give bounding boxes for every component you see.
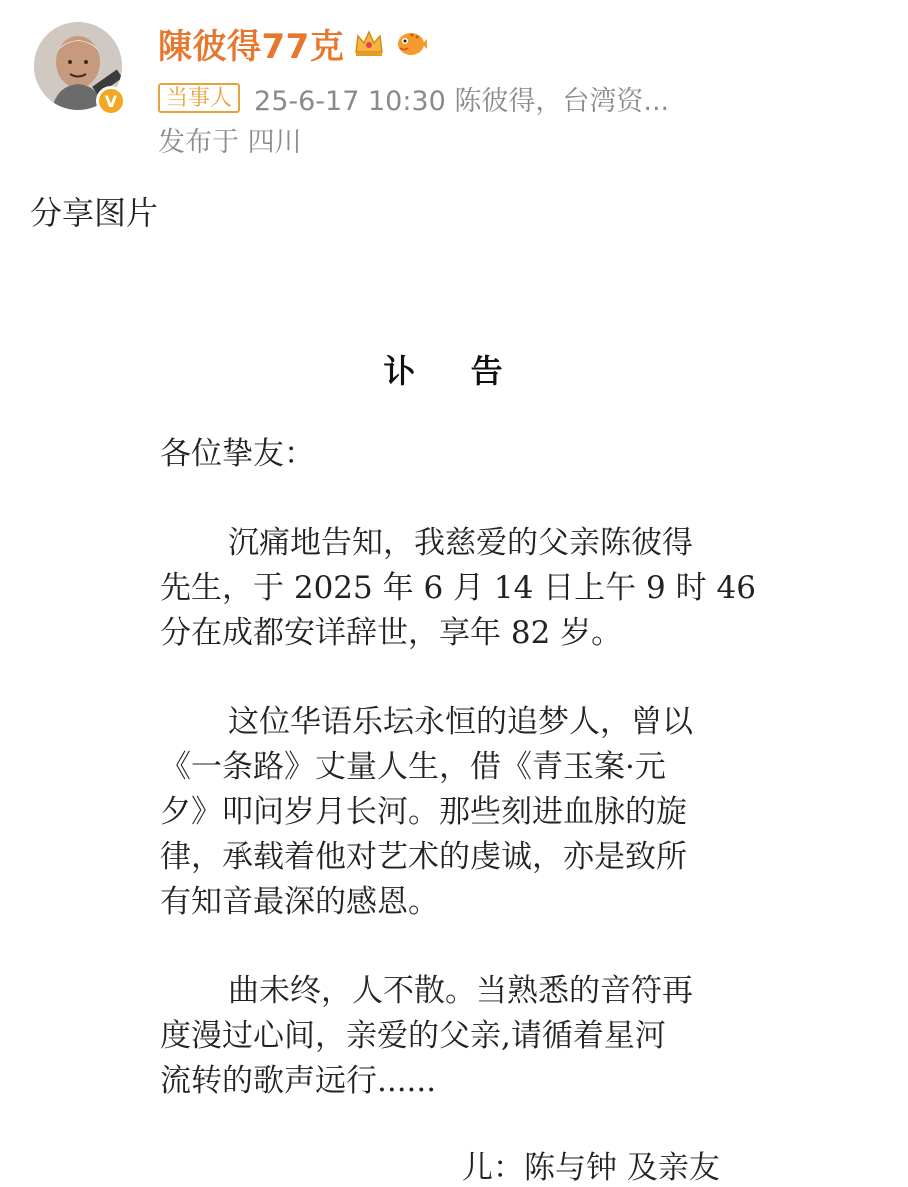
paragraph-line: 沉痛地告知，我慈爱的父亲陈彼得 [228,525,693,561]
document-signature: 儿：陈与钟 及亲友 [462,1150,720,1186]
paragraph-line: 律，承载着他对艺术的虔诚，亦是致所 [160,839,687,875]
document-paragraph [160,521,760,656]
post-location: 发布于 四川 [158,127,302,158]
paragraph-line: 夕》叩问岁月长河。那些刻进血脉的旋 [160,794,687,830]
post-meta: 25-6-17 10:30 陈彼得，台湾资... [254,85,670,117]
paragraph-line: 这位华语乐坛永恒的追梦人，曾以 [228,704,693,740]
puffer-fish-icon[interactable] [394,26,428,60]
paragraph-line: 度漫过心间，亲爱的父亲,请循着星河 [160,1018,666,1054]
post-header [0,0,908,170]
meta-row [158,78,669,118]
paragraph-line: 曲未终，人不散。当熟悉的音符再 [228,973,693,1009]
post-text: 分享图片 [30,194,159,232]
crown-icon[interactable] [352,26,386,60]
verified-badge-icon: V [96,86,126,116]
paragraph-line: 分在成都安详辞世，享年 82 岁。 [160,615,623,651]
username[interactable]: 陳彼得77克 [158,26,345,67]
paragraph-line: 先生，于 2025 年 6 月 14 日上午 9 时 46 [160,570,756,606]
document-paragraph [160,700,760,925]
username-row [158,18,428,68]
shared-image[interactable] [0,250,908,1186]
paragraph-line: 有知音最深的感恩。 [160,884,439,920]
document-title: 讣 告 [383,352,525,390]
document-paragraph [160,969,760,1104]
paragraph-line: 《一条路》丈量人生，借《青玉案·元 [160,749,666,785]
document-body [160,432,760,1148]
document-salutation: 各位挚友： [160,436,315,472]
role-tag: 当事人 [158,83,240,113]
paragraph-line: 流转的歌声远行...... [160,1063,437,1099]
